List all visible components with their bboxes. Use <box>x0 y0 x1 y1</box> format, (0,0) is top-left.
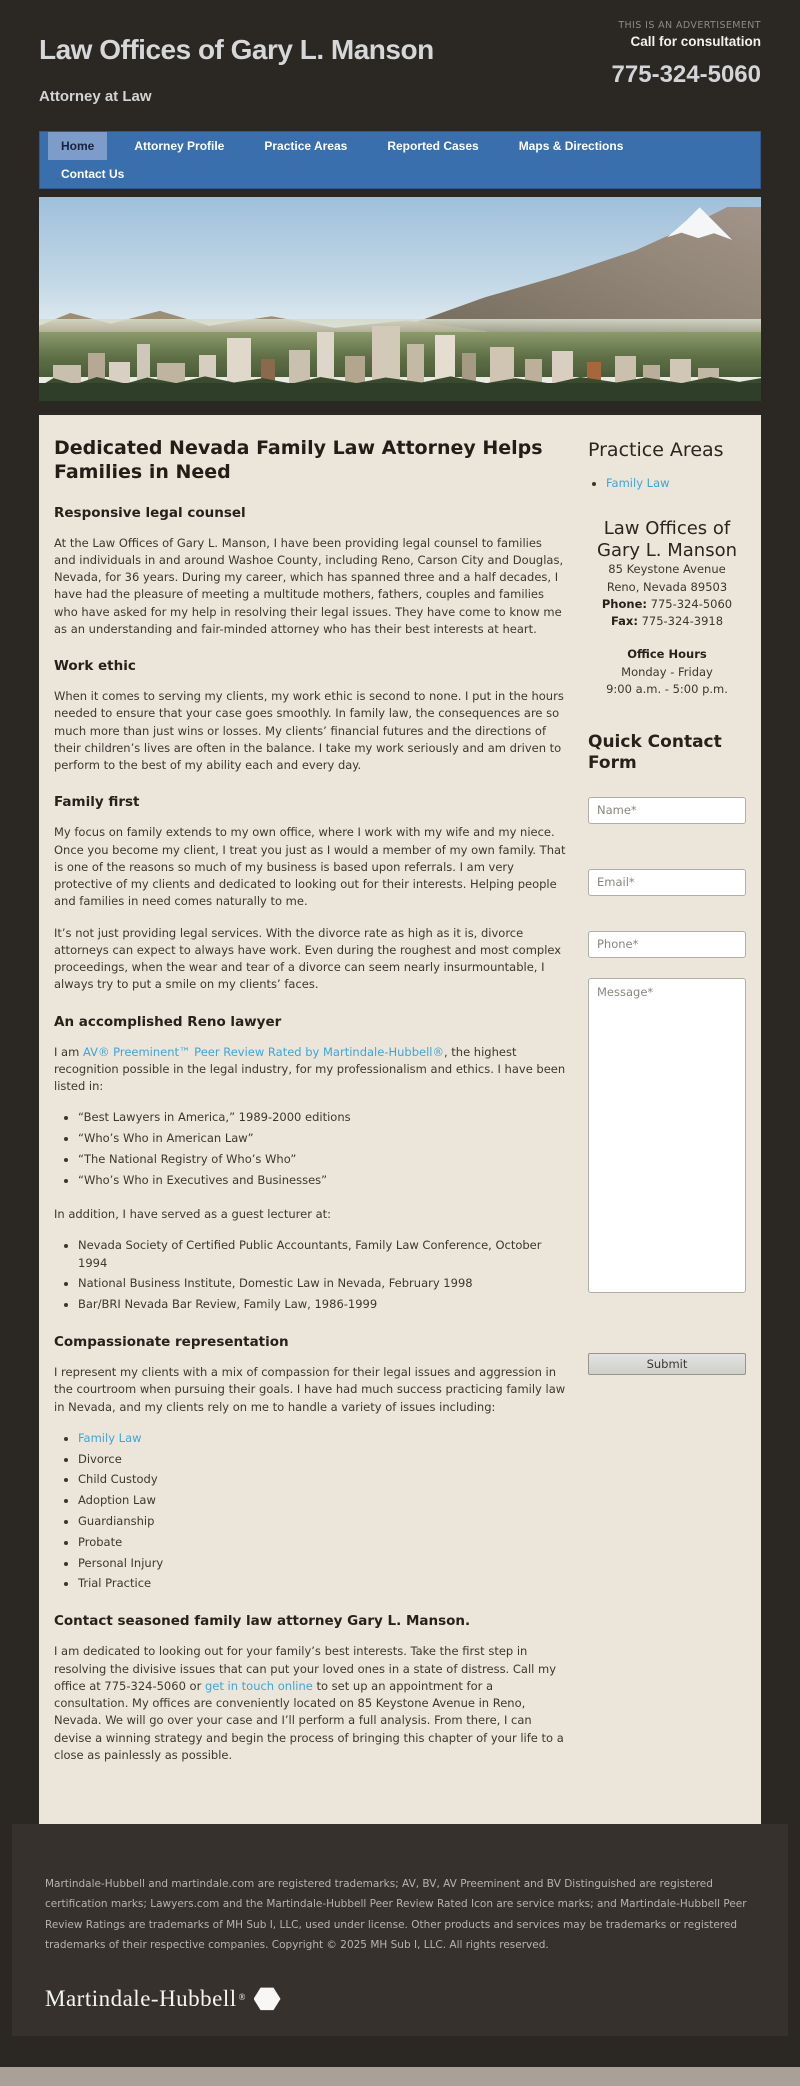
nav-row-1 <box>40 132 760 160</box>
contact-prefix: I am dedicated to looking out for your family’s best interests. Take the first step in resolving the divisive issues that can put your loved ones in a state of distress. Call my office at 775-324-5060 or <box>54 1644 556 1693</box>
issue-item: • Divorce <box>78 1451 566 1469</box>
nav-item-maps-directions[interactable]: Maps & Directions <box>518 139 624 153</box>
paragraph-family-first-2: It’s not just providing legal services. With the divorce rate as high as it is, divorce attorneys can expect to always have work. Even during the roughest and most complex proceedings, when the wear and tear of a divorce can seem nearly insurmountable, I always try to put a smile on my clients’ faces. <box>54 925 562 992</box>
issue-item: • Personal Injury <box>78 1555 566 1573</box>
issue-item-family-law <box>78 1430 566 1448</box>
issues-list <box>78 1430 566 1594</box>
nav-item-reported-cases[interactable]: Reported Cases <box>387 139 479 153</box>
nav-item-practice-areas[interactable]: Practice Areas <box>264 139 348 153</box>
award-item: • “Who’s Who in American Law” <box>78 1130 566 1148</box>
paragraph-responsive: At the Law Offices of Gary L. Manson, I have been providing legal counsel to families and individuals in and around Washoe County, including Reno, Carson City and Douglas, Nevada, for 36 years. During my career, which has spanned three and a half decades, I have had the pleasure of meeting a multitude mothers, fathers, couples and families who have asked for my help in resolving their legal issues. They have come to know me as an understanding and fair-minded attorney who has their best interests at heart. <box>54 535 564 636</box>
message-field[interactable] <box>588 978 746 1293</box>
intro-prefix: I am <box>54 1044 83 1059</box>
av-preeminent-rating-link[interactable]: AV® Preeminent™ Peer Review Rated by Martindale-Hubbell® <box>82 1044 444 1059</box>
office-address-line2: Reno, Nevada 89503 <box>606 579 728 594</box>
hero-image <box>39 197 761 401</box>
site-identity <box>39 10 434 105</box>
lecture-item: • National Business Institute, Domestic Law in Nevada, February 1998 <box>78 1275 566 1293</box>
section-heading-contact: Contact seasoned family law attorney Gary L. Manson. <box>54 1613 471 1630</box>
office-fax-number: 775-324-3918 <box>641 614 724 629</box>
quick-contact-form <box>588 797 746 1375</box>
advertisement-note: THIS IS AN ADVERTISEMENT <box>618 20 761 31</box>
issue-item: • Trial Practice <box>78 1575 566 1593</box>
paragraph-work-ethic: When it comes to serving my clients, my work ethic is second to none. I put in the hours needed to ensure that your case goes smoothly. In family law, the consequences are so much more than just wins or losses. My clients’ financial futures and the directions of their children’s lives are often in the balance. I take my work seriously and am driven to perform to the best of my ability each and every day. <box>54 689 564 772</box>
header-phone-number: 775-324-5060 <box>611 61 761 88</box>
site-title: Law Offices of Gary L. Manson <box>39 34 434 65</box>
family-law-link[interactable]: Family Law <box>78 1430 142 1445</box>
main-column <box>54 437 566 1778</box>
section-heading-family-first: Family first <box>54 794 140 811</box>
phone-field[interactable] <box>588 931 746 958</box>
paragraph-family-first-1: My focus on family extends to my own office, where I work with my wife and my niece. Once you become my client, I treat you just as I would a member of my own family. That is one of the reasons so much of my business is based upon referrals. I am very protective of my clients and dedicated to looking out for their interests. Helping people and families in need comes naturally to me. <box>54 825 566 909</box>
practice-areas-list <box>606 475 746 492</box>
martindale-hubbell-logo[interactable] <box>45 1986 755 2012</box>
sidebar <box>588 437 746 1778</box>
issue-item: • Child Custody <box>78 1471 566 1489</box>
lecture-item: • Nevada Society of Certified Public Accountants, Family Law Conference, October 1994 <box>78 1237 566 1273</box>
office-hours-days: Monday - Friday <box>621 664 713 679</box>
section-heading-work-ethic: Work ethic <box>54 658 136 674</box>
practice-area-item <box>606 475 746 492</box>
office-fax-line <box>588 613 746 630</box>
hexagon-icon <box>254 1987 281 2011</box>
award-item: • “Best Lawyers in America,” 1989-2000 editions <box>78 1109 566 1127</box>
registered-mark: ® <box>238 1991 246 2002</box>
main-nav <box>39 131 761 189</box>
lecture-item: • Bar/BRI Nevada Bar Review, Family Law, 1986-1999 <box>78 1296 566 1314</box>
section-heading-responsive-legal-counsel: Responsive legal counsel <box>54 504 246 521</box>
trademark-disclaimer: Martindale-Hubbell and martindale.com are registered trademarks; AV, BV, AV Preeminent and BV Distinguished are registered certification marks; Lawyers.com and the Martindale-Hubbell Peer Review Rated Icon are service marks; and Martindale-Hubbell Peer Review Ratings are trademarks of MH Sub I, LLC, used under license. Other products and services may be trademarks or registered trademarks of their respective companies. Copyright © 2025 MH Sub I, LLC. All rights reserved. <box>45 1878 747 1952</box>
office-info-card <box>588 518 746 698</box>
office-phone-number: 775-324-5060 <box>650 596 733 611</box>
fax-label: Fax: <box>610 614 638 629</box>
office-hours-time: 9:00 a.m. - 5:00 p.m. <box>606 681 728 696</box>
sidebar-family-law-link[interactable]: Family Law <box>606 476 670 490</box>
quick-contact-form-heading: Quick Contact Form <box>588 732 722 774</box>
issue-item: • Guardianship <box>78 1513 566 1531</box>
hero-treeline <box>39 383 761 401</box>
issue-item: • Adoption Law <box>78 1492 566 1510</box>
content-panel <box>39 415 761 1824</box>
paragraph-accomplished-intro <box>54 1044 566 1096</box>
office-hours-block <box>588 646 746 698</box>
intro-suffix: , the highest recognition possible in the legal industry, for my professionalism and ethics. I have been listed in: <box>54 1044 566 1093</box>
site-footer <box>0 1824 800 2067</box>
office-name-line1: Law Offices of <box>603 518 731 540</box>
page-title: Dedicated Nevada Family Law Attorney Helps Families in Need <box>54 437 543 483</box>
header-contact-block <box>612 10 761 105</box>
martindale-hubbell-logo-text: Martindale-Hubbell <box>45 1985 237 2011</box>
office-address-line1: 85 Keystone Avenue <box>608 562 726 577</box>
submit-button[interactable]: Submit <box>588 1353 746 1375</box>
award-item: • “Who’s Who in Executives and Businesses” <box>78 1172 566 1190</box>
nav-item-attorney-profile[interactable]: Attorney Profile <box>134 139 225 153</box>
lectures-list <box>78 1237 566 1314</box>
nav-item-home[interactable]: Home <box>48 132 107 160</box>
phone-label: Phone: <box>601 596 647 611</box>
site-tagline: Attorney at Law <box>39 88 152 105</box>
hero-buildings <box>53 326 746 387</box>
section-heading-accomplished-lawyer: An accomplished Reno lawyer <box>54 1013 282 1030</box>
paragraph-lecturer-intro: In addition, I have served as a guest lecturer at: <box>54 1206 332 1221</box>
section-heading-compassionate: Compassionate representation <box>54 1334 289 1350</box>
office-hours-heading: Office Hours <box>627 647 707 662</box>
awards-list <box>78 1109 566 1189</box>
office-phone-line <box>588 596 746 613</box>
issue-item: • Probate <box>78 1534 566 1552</box>
call-for-consultation-label: Call for consultation <box>630 34 761 49</box>
nav-item-contact-us[interactable]: Contact Us <box>61 167 125 181</box>
bottom-strip <box>0 2067 800 2086</box>
nav-row-2 <box>40 160 760 188</box>
footer-panel <box>12 1824 788 2036</box>
practice-areas-heading: Practice Areas <box>588 439 724 461</box>
office-name-line2: Gary L. Manson <box>597 539 737 561</box>
name-field[interactable] <box>588 797 746 824</box>
paragraph-compassionate: I represent my clients with a mix of compassion for their legal issues and aggression in the courtroom when pursuing their goals. I have had much success practicing family law in Nevada, and my clients rely on me to handle a variety of issues including: <box>54 1365 566 1414</box>
get-in-touch-link[interactable]: get in touch online <box>204 1678 313 1693</box>
site-header <box>0 0 800 131</box>
contact-suffix: to set up an appointment for a consultation. My offices are conveniently located on 85 Keystone Avenue in Reno, Nevada. We will go over your case and I’ll perform a full analysis. From there, I can devise a winning strategy and begin the process of bringing this chapter of your life to a close as painlessly as possible. <box>54 1678 564 1762</box>
award-item: • “The National Registry of Who’s Who” <box>78 1151 566 1169</box>
email-field[interactable] <box>588 869 746 896</box>
paragraph-contact <box>54 1643 566 1764</box>
